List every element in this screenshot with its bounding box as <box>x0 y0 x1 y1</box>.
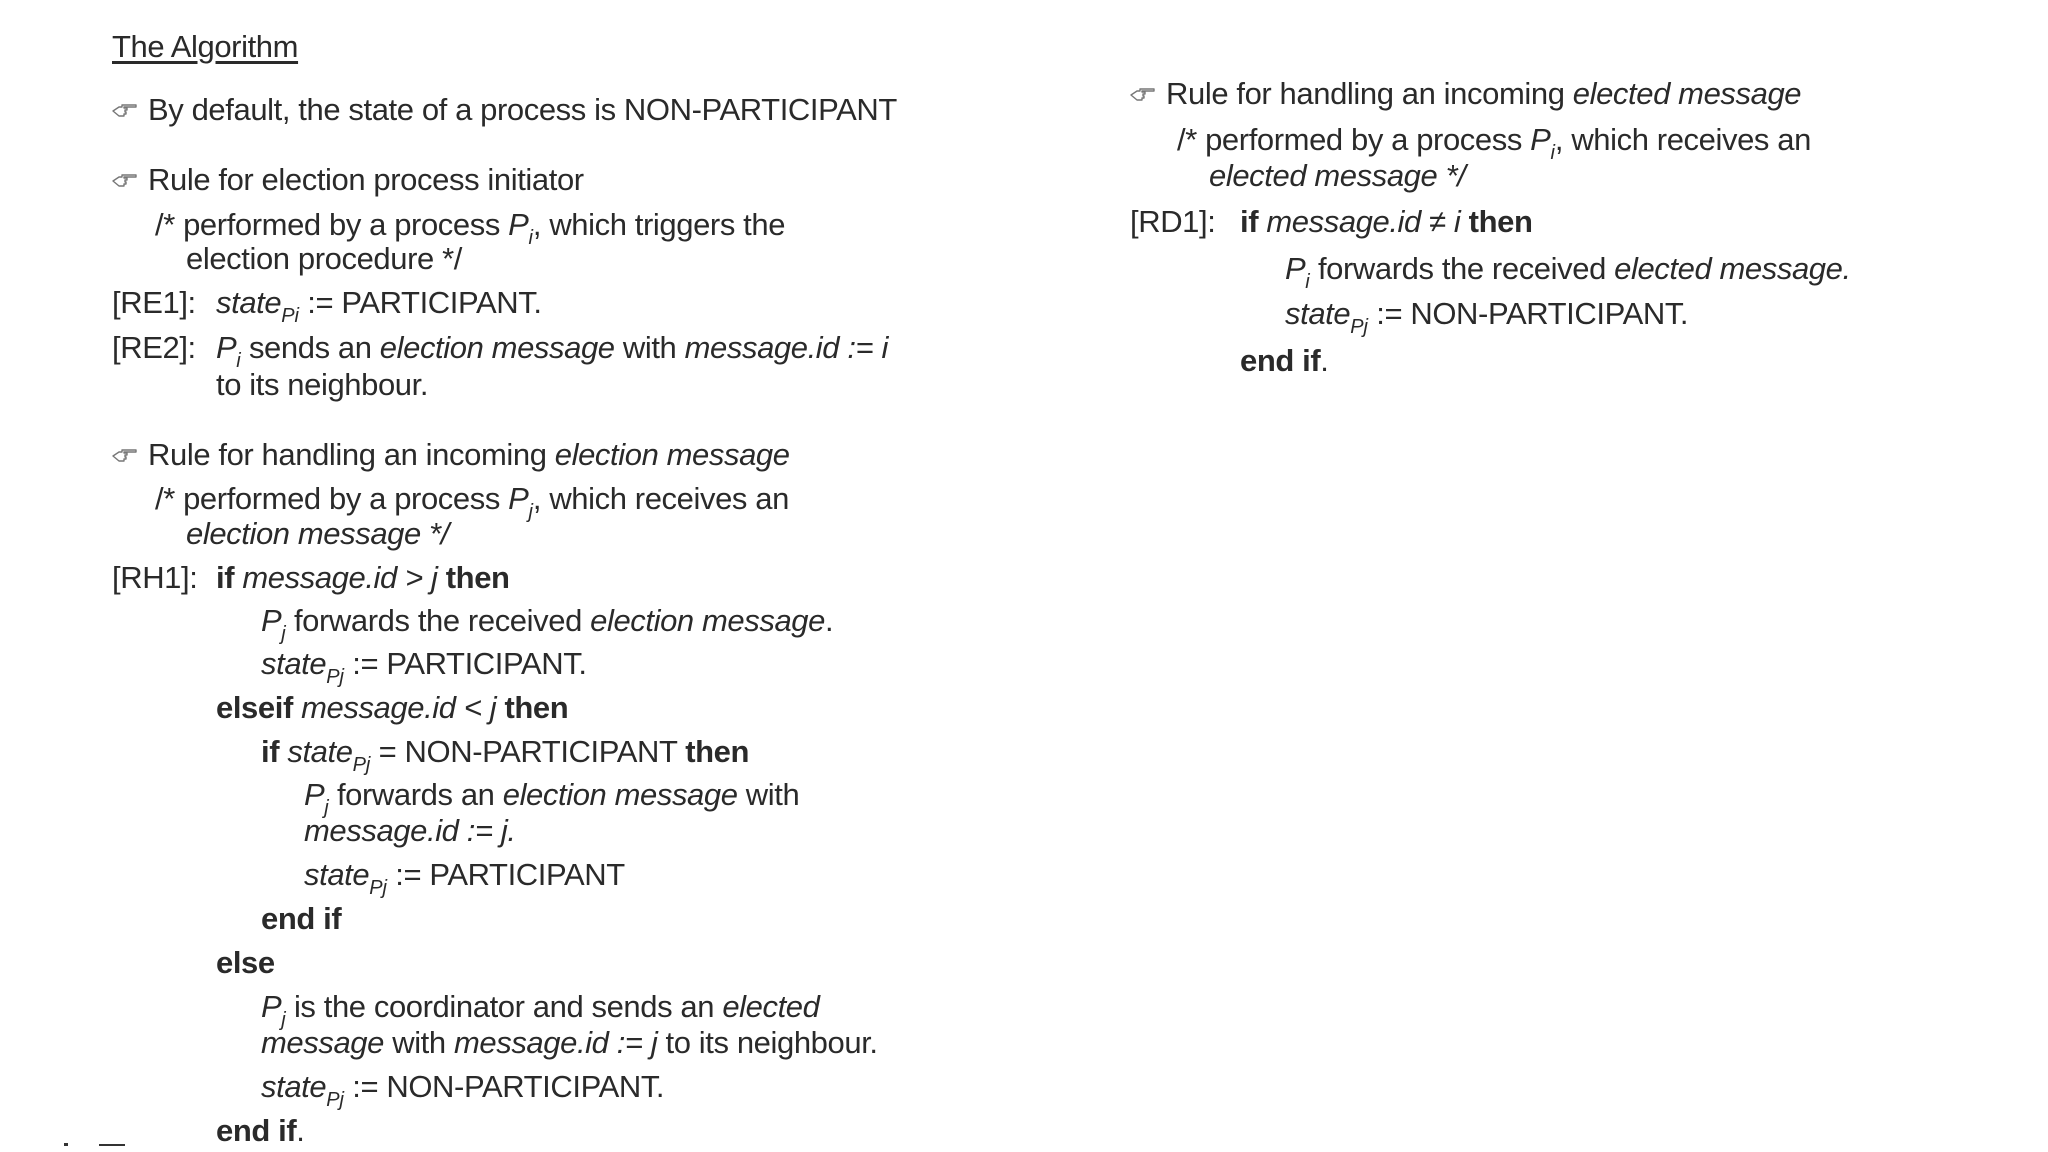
rd1-tag: [RD1]: <box>1130 204 1216 239</box>
nested-state-line: state$_{Pj}$ := PARTICIPANT <box>304 857 625 899</box>
re1-tag: [RE1]: <box>112 285 196 320</box>
rh1-state-line: state$_{Pj}$ := PARTICIPANT. <box>261 646 587 688</box>
page-mark <box>99 1144 125 1146</box>
final-endif-line: end if. <box>216 1113 305 1148</box>
default-state-text: By default, the state of a process is NON-PARTICIPANT <box>148 92 897 127</box>
coordinator-line2: message with message.id := j to its neighbour. <box>261 1025 878 1060</box>
initiator-rule-heading <box>112 164 584 195</box>
pointing-hand-icon <box>112 172 138 188</box>
right-comment-line1: /* performed by a process $P_i$, which receives an <box>1177 122 1811 164</box>
else-state-line: state$_{Pj}$ := NON-PARTICIPANT. <box>261 1069 665 1111</box>
rh1-line: [RH1]: if message.id > j then <box>112 560 510 595</box>
rh1-forward-line: $P_j$ forwards the received election message. <box>261 603 834 645</box>
rd1-endif-line: end if. <box>1240 343 1329 378</box>
page-mark <box>64 1143 68 1146</box>
right-comment-line2: elected message */ <box>1209 158 1466 193</box>
page-title: The Algorithm <box>112 29 299 64</box>
re2-line2: to its neighbour. <box>216 367 429 402</box>
election-handler-heading: Rule for handling an incoming election message <box>112 439 790 470</box>
rd1-state-line: state$_{Pj}$ := NON-PARTICIPANT. <box>1285 296 1689 338</box>
rh1-tag: [RH1]: <box>112 560 198 595</box>
nested-if-line: if state$_{Pj}$ = NON-PARTICIPANT then <box>261 734 750 776</box>
initiator-comment-line1: /* performed by a process $P_i$, which triggers the <box>155 207 786 249</box>
elected-handler-heading: Rule for handling an incoming elected message <box>1130 78 1801 109</box>
elseif-line: elseif message.id < j then <box>216 690 569 725</box>
rd1-forward-line: $P_i$ forwards the received elected message. <box>1285 251 1851 293</box>
pointing-hand-icon <box>112 102 138 118</box>
re2-tag: [RE2]: <box>112 330 196 365</box>
pointing-hand-icon <box>112 447 138 463</box>
re2-line: [RE2]: $P_i$ sends an election message with message.id := i <box>112 330 888 372</box>
initiator-comment-line2: election procedure */ <box>186 241 462 276</box>
re1-line: [RE1]: state$_{Pi}$ := PARTICIPANT. <box>112 285 542 327</box>
pointing-hand-icon <box>1130 86 1156 102</box>
nested-forward-line2: message.id := j. <box>304 813 516 848</box>
nested-forward-line: $P_j$ forwards an election message with <box>304 777 800 819</box>
handler-comment-line1: /* performed by a process $P_j$, which receives an <box>155 481 789 523</box>
handler-comment-line2: election message */ <box>186 516 449 551</box>
default-state-bullet <box>112 94 897 125</box>
initiator-heading-text: Rule for election process initiator <box>148 162 584 197</box>
else-line: else <box>216 945 275 980</box>
rd1-line: [RD1]: if message.id ≠ i then <box>1130 204 1533 239</box>
nested-endif-line: end if <box>261 901 342 936</box>
coordinator-line: $P_j$ is the coordinator and sends an elected <box>261 989 820 1031</box>
